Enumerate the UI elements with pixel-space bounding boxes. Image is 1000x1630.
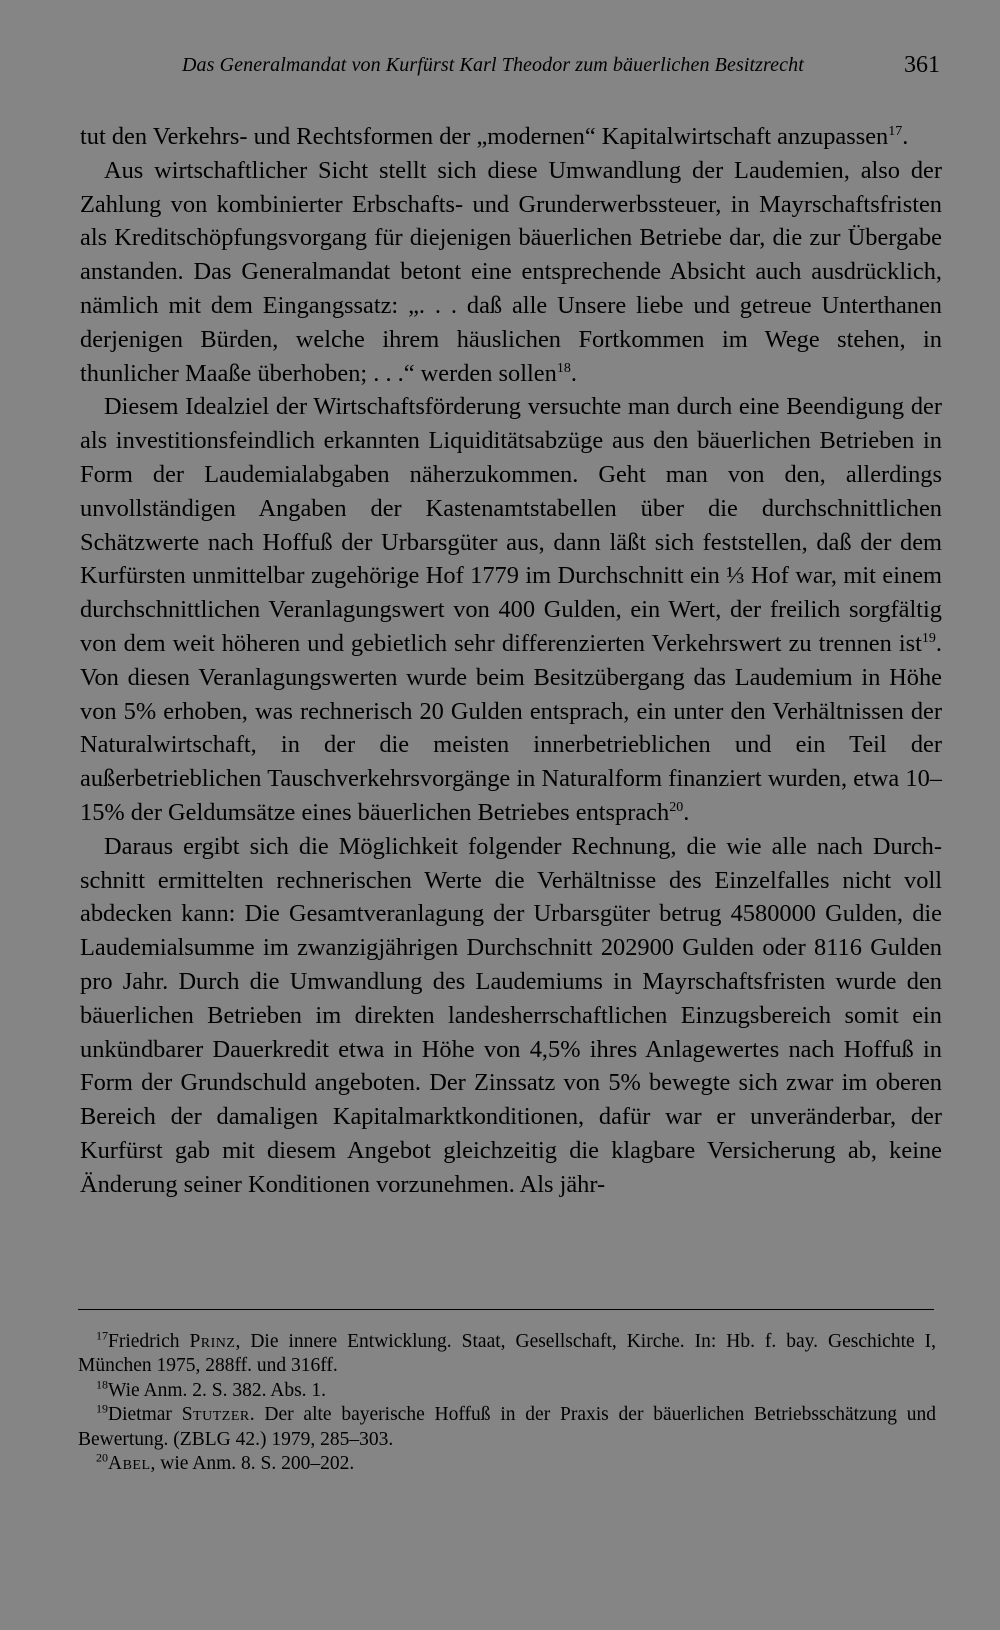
footnotes bbox=[78, 1330, 936, 1476]
footnote-ref: 18 bbox=[556, 360, 571, 376]
page-header bbox=[170, 50, 940, 90]
paragraph-text: Diesem Idealziel der Wirtschaftsförderung versuchte man durch eine Beendigung der als investitionsfeindlich erkannten Liquiditätsabzüge aus den bäuerlichen Betrieben in Form der Laudemialabgaben näherzukommen. Geht man von den, allerdings unvollständigen Angaben der Kastenamtstabellen über die durchschnittlichen Schätzwerte nach Hoffuß der Urbarsgüter aus, dann läßt sich feststellen, daß der dem Kurfürsten unmittelbar zugehörige Hof 1779 im Durchschnitt ein ⅓ Hof war, mit einem durchschnittlichen Veranlagungswert von 400 Gulden, ein Wert, der freilich sorgfältig von dem weit höheren und gebietlich sehr differenzierten Verkehrswert zu trennen ist bbox=[80, 393, 942, 657]
footnote-19 bbox=[78, 1403, 936, 1452]
paragraph-text: tut den Verkehrs- und Rechtsformen der „modernen“ Kapitalwirtschaft anzupassen bbox=[80, 123, 889, 150]
footnote-18 bbox=[78, 1379, 936, 1403]
footnote-author: Dietmar bbox=[108, 1404, 182, 1426]
paragraph-text: Aus wirtschaftlicher Sicht stellt sich diese Umwandlung der Laudemien, also der Zahlung von kombinierter Erbschafts- und Grunderwerbssteuer, in Mayrschaftsfristen als Kreditschöpfungsvorgang für diejenigen bäuerlichen Betriebe dar, die zur Übergabe anstanden. Das Generalmandat betont eine entsprechende Absicht auch ausdrücklich, nämlich mit dem Eingangssatz: „. . . daß alle Unsere liebe und getreue Unterthanen derjenigen Bürden, welche ihrem häuslichen Fortkommen im Wege stehen, in thunlicher Maaße überhoben; . . .“ werden sollen bbox=[80, 156, 942, 387]
page-number: 361 bbox=[904, 52, 940, 78]
footnote-ref: 17 bbox=[888, 123, 903, 139]
footnote-text: . Der alte bayerische Hoffuß in der Praxis der bäuerlichen Betriebsschätzung und Bewertung. (ZBLG 42.) 1979, 285–303. bbox=[78, 1404, 937, 1450]
paragraph-4 bbox=[80, 830, 942, 1202]
paragraph-text: . Von diesen Veranlagungswerten wurde beim Besitzübergang das Laudemium in Höhe von 5% erhoben, was rechnerisch 20 Gulden entsprach, ein unter den Verhältnissen der Naturalwirtschaft, in der die meisten innerbetrieblichen und ein Teil der außerbetrieblichen Tauschverkehrsvorgänge in Naturalform finanziert wurden, etwa 10–15% der Geldumsätze eines bäuerlichen Betriebes entsprach bbox=[80, 629, 942, 826]
footnote-author: Friedrich bbox=[108, 1331, 190, 1352]
footnote-text: , wie Anm. 8. S. 200–202. bbox=[150, 1453, 355, 1475]
punctuation: . bbox=[902, 123, 909, 150]
running-title: Das Generalmandat von Kurfürst Karl Theodor zum bäuerlichen Besitzrecht bbox=[182, 54, 804, 76]
footnote-number: 17 bbox=[96, 1328, 108, 1343]
paragraph-3 bbox=[80, 390, 942, 829]
footnote-17 bbox=[78, 1330, 936, 1379]
footnote-author-surname: Stutzer bbox=[181, 1404, 250, 1426]
footnote-text: , Die innere Entwicklung. Staat, Gesellschaft, Kirche. In: Hb. f. bay. Geschichte I, München 1975, 288ff. und 316ff. bbox=[78, 1331, 936, 1377]
footnote-author-surname: Abel bbox=[108, 1453, 151, 1475]
footnote-ref: 19 bbox=[921, 630, 936, 646]
paragraph-text: Daraus ergibt sich die Möglichkeit folgender Rechnung, die wie alle nach Durchschnitt ermittelten rechnerischen Werte die Verhältnisse des Einzelfalles nicht voll abdecken kann: Die Gesamtveranlagung der Urbarsgüter betrug 4580000 Gulden, die Laudemialsumme im zwanzigjährigen Durchschnitt 202900 Gulden oder 8116 Gulden pro Jahr. Durch die Umwandlung des Laudemiums in Mayrschaftsfristen wurde den bäuerlichen Betrieben im direkten landesherrschaftlichen Einzugsbereich somit ein unkündbarer Dauerkredit etwa in Höhe von 4,5% ihres Anlagewertes nach Hoffuß in Form der Grundschuld angeboten. Der Zinssatz von 5% bewegte sich zwar im oberen Bereich der damaligen Kapitalmarktkonditionen, dafür war er unveränderbar, der Kurfürst gab mit diesem Angebot gleichzeitig die klagbare Versicherung ab, keine Änderung seiner Konditionen vorzunehmen. Als jähr- bbox=[80, 832, 942, 1198]
footnote-number: 20 bbox=[96, 1450, 108, 1465]
punctuation: . bbox=[683, 798, 690, 826]
footnote-number: 18 bbox=[96, 1377, 108, 1392]
footnote-ref: 20 bbox=[669, 799, 684, 815]
footnote-20 bbox=[78, 1452, 936, 1476]
footnote-divider bbox=[78, 1309, 934, 1310]
main-text bbox=[80, 120, 942, 1202]
footnote-author-surname: Prinz bbox=[189, 1331, 236, 1352]
footnote-text: Wie Anm. 2. S. 382. Abs. 1. bbox=[108, 1379, 327, 1401]
paragraph-1 bbox=[80, 120, 942, 154]
punctuation: . bbox=[570, 359, 577, 387]
footnote-number: 19 bbox=[96, 1401, 108, 1416]
paragraph-2 bbox=[80, 154, 942, 391]
